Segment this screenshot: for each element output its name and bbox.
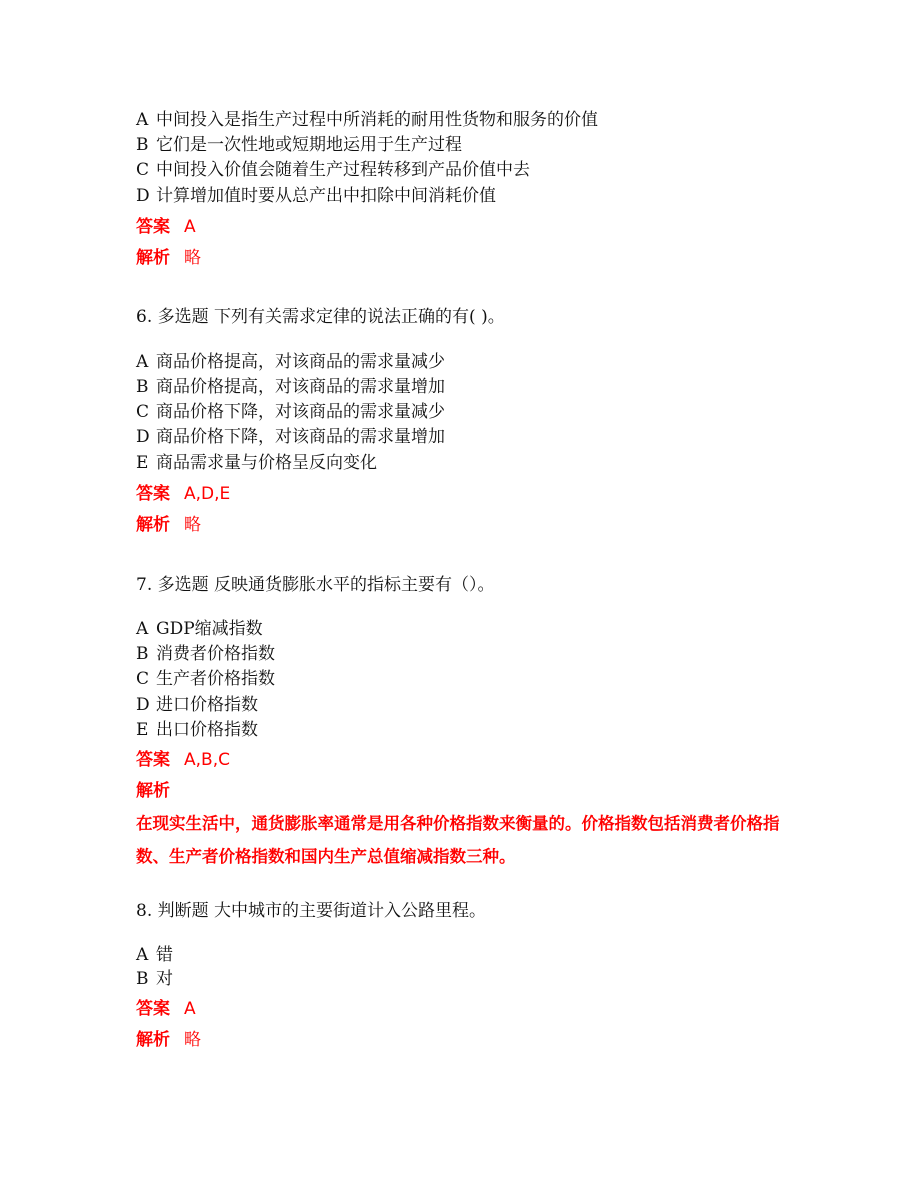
option-letter: B (136, 644, 149, 664)
option-text: 生产者价格指数 (156, 669, 275, 689)
answer-value: A (184, 999, 196, 1019)
option-letter: B (136, 377, 149, 397)
explanation-label: 解析 (136, 1030, 170, 1050)
explanation-label: 解析 (136, 248, 170, 268)
answer-label: 答案 (136, 484, 170, 504)
q6-option-d (136, 425, 445, 449)
q7-explanation-label: 解析 (136, 781, 170, 801)
q6-option-b (136, 375, 445, 399)
explanation-value: 略 (184, 515, 201, 535)
q7-option-d (136, 693, 258, 717)
option-text: 中间投入是指生产过程中所消耗的耐用性货物和服务的价值 (156, 110, 598, 130)
option-text: 它们是一次性地或短期地运用于生产过程 (156, 135, 462, 155)
option-text: 商品价格提高，对该商品的需求量增加 (156, 377, 445, 397)
option-letter: D (136, 695, 150, 715)
option-text: 商品需求量与价格呈反向变化 (156, 453, 377, 473)
q5-option-a (136, 108, 598, 132)
q7-option-b (136, 642, 275, 666)
q6-option-c (136, 400, 445, 424)
q8-title: 8. 判断题 大中城市的主要街道计入公路里程。 (136, 901, 487, 921)
option-text: 商品价格提高，对该商品的需求量减少 (156, 352, 445, 372)
q7-option-a (136, 617, 263, 641)
option-text: 对 (156, 969, 173, 989)
option-letter: A (136, 619, 149, 639)
option-text: 计算增加值时要从总产出中扣除中间消耗价值 (156, 186, 496, 206)
answer-label: 答案 (136, 217, 170, 237)
q7-title: 7. 多选题 反映通货膨胀水平的指标主要有（）。 (136, 575, 495, 595)
q8-option-b (136, 967, 173, 991)
q5-option-c (136, 158, 530, 182)
option-text: 商品价格下降，对该商品的需求量减少 (156, 402, 445, 422)
answer-label: 答案 (136, 999, 170, 1019)
q8-answer (136, 997, 196, 1021)
option-letter: E (136, 720, 149, 740)
option-text: 错 (156, 945, 173, 965)
q6-option-e (136, 451, 377, 475)
option-text: GDP缩减指数 (156, 619, 263, 639)
q5-option-d (136, 184, 496, 208)
explanation-value: 略 (184, 1030, 201, 1050)
option-letter: B (136, 969, 149, 989)
option-letter: B (136, 135, 149, 155)
q6-answer (136, 482, 230, 506)
q5-option-b (136, 133, 462, 157)
option-letter: C (136, 160, 150, 180)
option-text: 进口价格指数 (156, 695, 258, 715)
answer-value: A (184, 217, 196, 237)
q7-option-e (136, 718, 258, 742)
option-letter: C (136, 402, 150, 422)
option-letter: A (136, 110, 149, 130)
option-text: 商品价格下降，对该商品的需求量增加 (156, 427, 445, 447)
option-letter: A (136, 945, 149, 965)
option-text: 出口价格指数 (156, 720, 258, 740)
q7-explanation-text: 在现实生活中，通货膨胀率通常是用各种价格指数来衡量的。价格指数包括消费者价格指数、生产者价格指数和国内生产总值缩减指数三种。 (136, 814, 780, 866)
q6-explanation (136, 513, 201, 537)
q7-answer (136, 748, 230, 772)
option-letter: A (136, 352, 149, 372)
option-text: 消费者价格指数 (156, 644, 275, 664)
option-text: 中间投入价值会随着生产过程转移到产品价值中去 (156, 160, 530, 180)
q5-explanation (136, 246, 201, 270)
q7-option-c (136, 667, 275, 691)
q8-explanation (136, 1028, 201, 1052)
option-letter: D (136, 427, 150, 447)
q6-option-a (136, 350, 445, 374)
q5-answer (136, 215, 196, 239)
q8-option-a (136, 943, 173, 967)
option-letter: D (136, 186, 150, 206)
answer-label: 答案 (136, 750, 170, 770)
option-letter: C (136, 669, 150, 689)
explanation-label: 解析 (136, 515, 170, 535)
answer-value: A,D,E (184, 484, 231, 504)
option-letter: E (136, 453, 149, 473)
q6-title: 6. 多选题 下列有关需求定律的说法正确的有( )。 (136, 307, 505, 327)
answer-value: A,B,C (184, 750, 230, 770)
explanation-value: 略 (184, 248, 201, 268)
